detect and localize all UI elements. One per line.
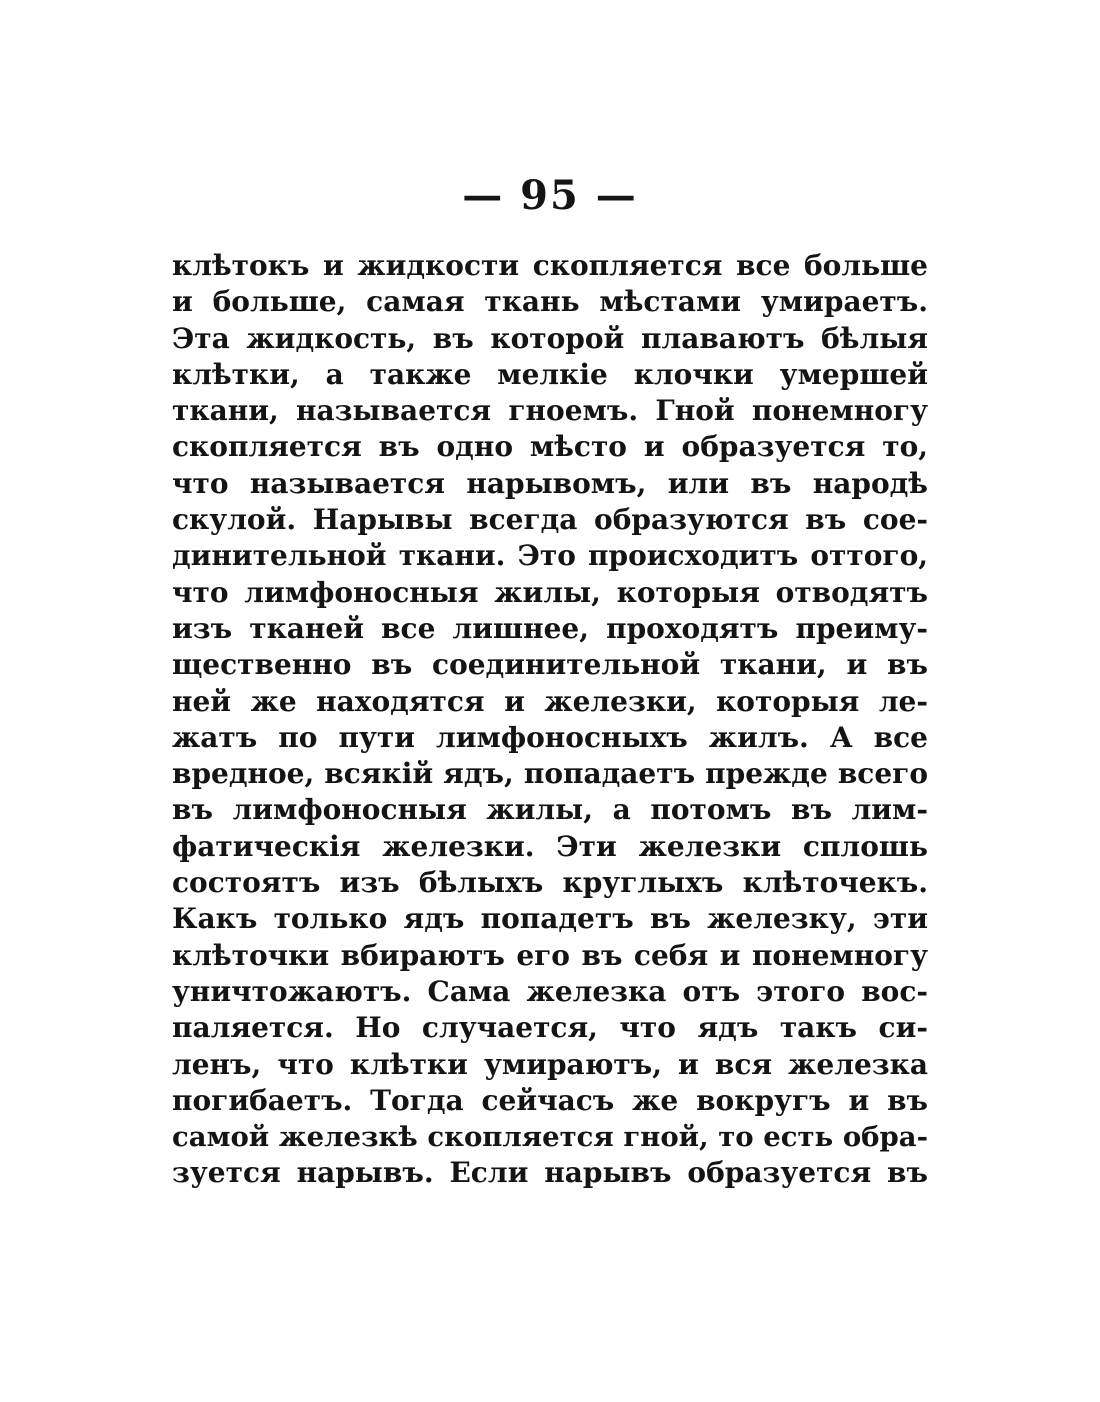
text-line: состоятъ изъ бѣлыхъ круглыхъ клѣточекъ. xyxy=(172,866,928,900)
text-line: щественно въ соединительной ткани, и въ xyxy=(172,648,928,682)
text-line: самой железкѣ скопляется гной, то есть обра- xyxy=(172,1121,928,1154)
text-line: ткани, называется гноемъ. Гной понемногу xyxy=(172,394,928,428)
text-line: изъ тканей все лишнее, проходятъ преиму- xyxy=(172,611,928,645)
text-line: фатическія железки. Эти железки сплошь xyxy=(172,829,928,863)
text-line: скопляется въ одно мѣсто и образуется то, xyxy=(172,430,928,464)
text-line: вредное, всякій ядъ, попадаетъ прежде всего xyxy=(172,757,928,791)
text-line: погибаетъ. Тогда сейчасъ же вокругъ и въ xyxy=(172,1083,928,1117)
text-line: Какъ только ядъ попадетъ въ железку, эти xyxy=(172,902,928,936)
text-line: и больше, самая ткань мѣстами умираетъ. xyxy=(172,285,928,319)
text-line: что лимфоносныя жилы, которыя отводятъ xyxy=(172,575,928,609)
body-text xyxy=(172,248,928,1192)
text-line: уничтожаютъ. Сама железка отъ этого вос- xyxy=(172,974,928,1008)
text-line: ленъ, что клѣтки умираютъ, и вся железка xyxy=(172,1047,928,1081)
text-line: что называется нарывомъ, или въ народѣ xyxy=(172,466,928,500)
text-line: клѣтокъ и жидкости скопляется все больше xyxy=(172,249,928,282)
text-line: паляется. Но случается, что ядъ такъ си- xyxy=(172,1011,928,1045)
text-line: ней же находятся и железки, которыя ле- xyxy=(172,684,928,718)
text-line: динительной ткани. Это происходитъ оттого, xyxy=(172,539,928,573)
text-line: Эта жидкость, въ которой плаваютъ бѣлыя xyxy=(172,321,928,355)
text-line: клѣтки, а также мелкіе клочки умершей xyxy=(172,357,928,391)
text-line: зуется нарывъ. Если нарывъ образуется въ xyxy=(172,1156,928,1190)
text-line: скулой. Нарывы всегда образуются въ сое- xyxy=(172,503,928,537)
text-line: жатъ по пути лимфоносныхъ жилъ. А все xyxy=(172,720,928,754)
text-line: клѣточки вбираютъ его въ себя и понемногу xyxy=(172,938,928,972)
page-number: — 95 — xyxy=(462,172,638,219)
text-line: въ лимфоносныя жилы, а потомъ въ лим- xyxy=(172,793,928,827)
